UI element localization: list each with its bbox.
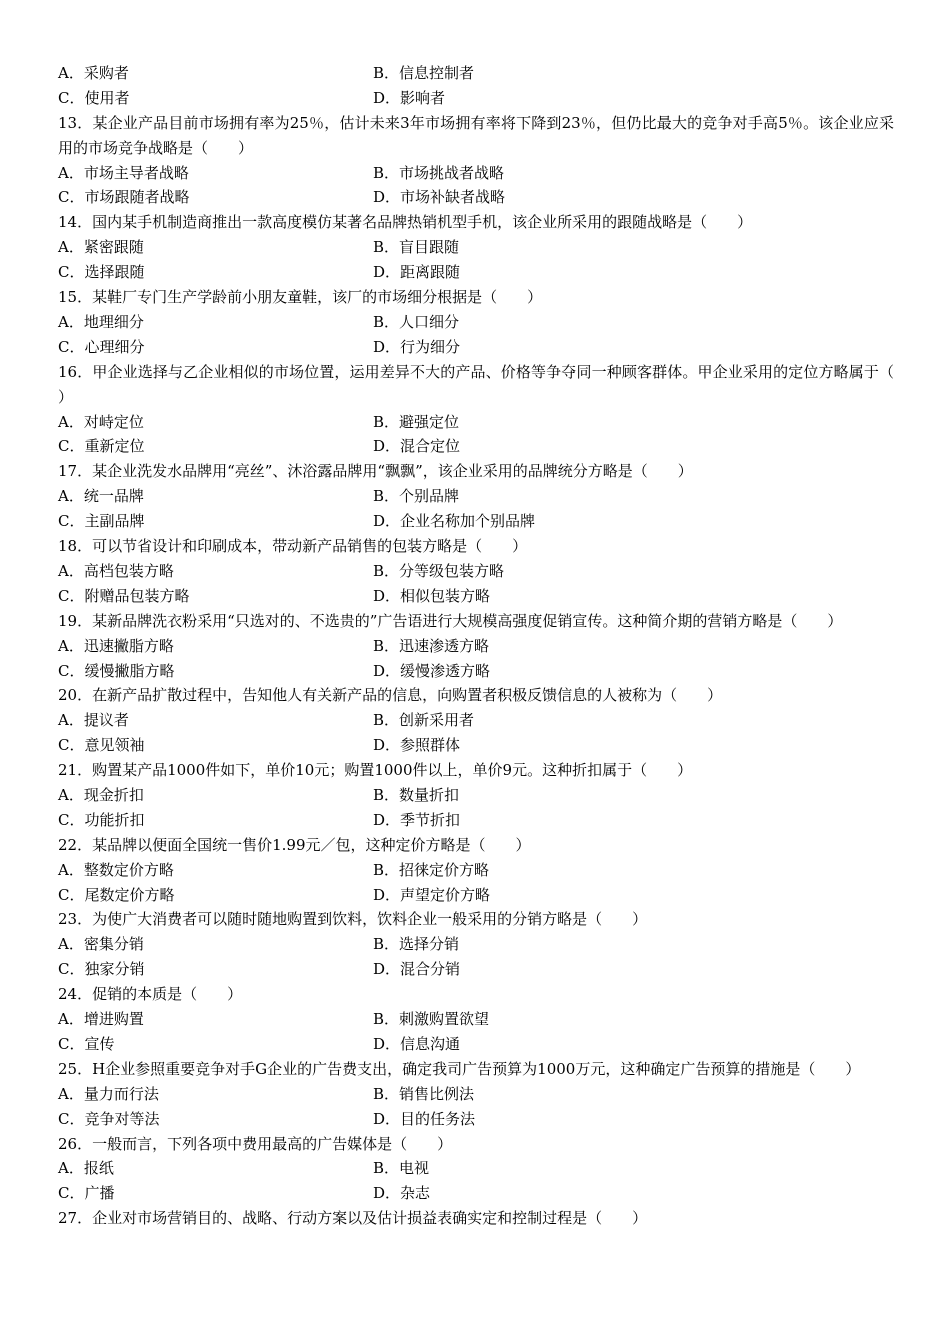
option-row bbox=[58, 185, 894, 210]
option-row bbox=[58, 957, 894, 982]
option-row bbox=[58, 1082, 894, 1107]
option-d: D．企业名称加个别品牌 bbox=[373, 512, 536, 531]
option-a: A．紧密跟随 bbox=[58, 238, 144, 257]
option-b: B．选择分销 bbox=[373, 935, 460, 954]
option-b: B．创新采用者 bbox=[373, 711, 475, 730]
option-b: B．盲目跟随 bbox=[373, 238, 460, 257]
option-d: D．影响者 bbox=[373, 88, 446, 107]
question-stem: 16．甲企业选择与乙企业相似的市场位置，运用差异不大的产品、价格等争夺同一种顾客群体。甲企业采用的定位方略属于（ ） bbox=[58, 362, 925, 406]
option-c: C．宣传 bbox=[58, 1034, 115, 1053]
option-a: A．迅速撇脂方略 bbox=[58, 636, 174, 655]
option-a: A．量力而行法 bbox=[58, 1084, 159, 1103]
option-c: C．广播 bbox=[58, 1184, 115, 1203]
option-c: C．缓慢撇脂方略 bbox=[58, 661, 175, 680]
option-c: C．竞争对等法 bbox=[58, 1109, 160, 1128]
option-row bbox=[58, 1032, 894, 1057]
option-a: A．对峙定位 bbox=[58, 412, 144, 431]
option-a: A．报纸 bbox=[58, 1159, 114, 1178]
option-c: C．尾数定价方略 bbox=[58, 885, 175, 904]
option-row bbox=[58, 509, 894, 534]
option-d: D．目的任务法 bbox=[373, 1109, 476, 1128]
option-d: D．信息沟通 bbox=[373, 1034, 461, 1053]
option-b: B．个别品牌 bbox=[373, 487, 460, 506]
question-stem: 18．可以节省设计和印刷成本，带动新产品销售的包装方略是（ ） bbox=[58, 537, 528, 556]
question-stem: 14．国内某手机制造商推出一款高度模仿某著名品牌热销机型手机，该企业所采用的跟随战略是（ ） bbox=[58, 213, 753, 232]
option-b: B．迅速渗透方略 bbox=[373, 636, 490, 655]
option-a: A．地理细分 bbox=[58, 312, 144, 331]
option-a: A．高档包装方略 bbox=[58, 561, 174, 580]
option-b: B．避强定位 bbox=[373, 412, 460, 431]
option-row bbox=[58, 584, 894, 609]
option-a: A．市场主导者战略 bbox=[58, 163, 189, 182]
option-row bbox=[58, 932, 894, 957]
option-d: D．参照群体 bbox=[373, 736, 461, 755]
question-stem: 20．在新产品扩散过程中，告知他人有关新产品的信息，向购置者积极反馈信息的人被称为（ ） bbox=[58, 686, 723, 705]
option-c: C．心理细分 bbox=[58, 337, 145, 356]
option-row bbox=[58, 61, 894, 86]
option-b: B．信息控制者 bbox=[373, 64, 475, 82]
question-stem: 21．购置某产品1000件如下，单价10元；购置1000件以上，单价9元。这种折扣属于（ ） bbox=[58, 761, 693, 780]
question-stem: 24．促销的本质是（ ） bbox=[58, 985, 243, 1004]
option-row bbox=[58, 559, 894, 584]
option-row bbox=[58, 659, 894, 684]
option-d: D．混合分销 bbox=[373, 960, 461, 979]
option-row bbox=[58, 1181, 894, 1206]
option-row bbox=[58, 858, 894, 883]
question-stem: 26．一般而言，下列各项中费用最高的广告媒体是（ ） bbox=[58, 1134, 453, 1153]
option-row bbox=[58, 1156, 894, 1181]
option-row bbox=[58, 634, 894, 659]
option-row bbox=[58, 808, 894, 833]
option-row bbox=[58, 484, 894, 509]
option-b: B．招徕定价方略 bbox=[373, 860, 490, 879]
option-row bbox=[58, 310, 894, 335]
option-a: A．现金折扣 bbox=[58, 786, 144, 804]
option-a: A．整数定价方略 bbox=[58, 860, 174, 879]
option-a: A．密集分销 bbox=[58, 935, 144, 954]
option-a: A．采购者 bbox=[58, 64, 129, 82]
option-d: D．季节折扣 bbox=[373, 810, 461, 829]
option-d: D．距离跟随 bbox=[373, 263, 461, 282]
question-stem: 17．某企业洗发水品牌用“亮丝”、沐浴露品牌用“飘飘”，该企业采用的品牌统分方略是（ ） bbox=[58, 462, 693, 481]
question-stem: 19．某新品牌洗衣粉采用“只选对的、不选贵的”广告语进行大规模高强度促销宣传。这种简介期的营销方略是（ ） bbox=[58, 611, 843, 630]
option-b: B．刺激购置欲望 bbox=[373, 1010, 490, 1029]
option-c: C．主副品牌 bbox=[58, 512, 145, 531]
option-b: B．市场挑战者战略 bbox=[373, 163, 505, 182]
option-d: D．混合定位 bbox=[373, 437, 461, 456]
option-row bbox=[58, 260, 894, 285]
option-b: B．电视 bbox=[373, 1159, 430, 1178]
option-b: B．分等级包装方略 bbox=[373, 561, 505, 580]
option-c: C．使用者 bbox=[58, 88, 130, 107]
option-a: A．提议者 bbox=[58, 711, 129, 730]
option-c: C．附赠品包装方略 bbox=[58, 586, 190, 605]
option-row bbox=[58, 235, 894, 260]
option-row bbox=[58, 733, 894, 758]
question-stem: 23．为使广大消费者可以随时随地购置到饮料，饮料企业一般采用的分销方略是（ ） bbox=[58, 910, 648, 929]
question-stem: 27．企业对市场营销目的、战略、行动方案以及估计损益表确实定和控制过程是（ ） bbox=[58, 1209, 648, 1228]
option-c: C．选择跟随 bbox=[58, 263, 145, 282]
option-d: D．行为细分 bbox=[373, 337, 461, 356]
exam-page bbox=[58, 61, 925, 1231]
option-c: C．市场跟随者战略 bbox=[58, 188, 190, 207]
option-c: C．功能折扣 bbox=[58, 810, 145, 829]
option-row bbox=[58, 335, 894, 360]
option-a: A．增进购置 bbox=[58, 1010, 144, 1029]
option-b: B．数量折扣 bbox=[373, 786, 460, 804]
question-stem: 25．H企业参照重要竞争对手G企业的广告费支出，确定我司广告预算为1000万元，这种确定广告预算的措施是（ ） bbox=[58, 1059, 861, 1078]
option-row bbox=[58, 434, 894, 459]
option-d: D．缓慢渗透方略 bbox=[373, 661, 491, 680]
option-row bbox=[58, 1007, 894, 1032]
option-a: A．统一品牌 bbox=[58, 487, 144, 506]
question-stem: 13．某企业产品目前市场拥有率为25％，估计未来3年市场拥有率将下降到23％，但仍比最大的竞争对手高5％。该企业应采用的市场竞争战略是（ ） bbox=[58, 113, 894, 157]
option-d: D．市场补缺者战略 bbox=[373, 188, 506, 207]
option-c: C．意见领袖 bbox=[58, 736, 145, 755]
question-stem: 22．某品牌以便面全国统一售价1.99元／包，这种定价方略是（ ） bbox=[58, 835, 531, 854]
option-row bbox=[58, 86, 894, 111]
option-row bbox=[58, 1107, 894, 1132]
option-d: D．相似包装方略 bbox=[373, 586, 491, 605]
option-d: D．声望定价方略 bbox=[373, 885, 491, 904]
question-stem: 15．某鞋厂专门生产学龄前小朋友童鞋，该厂的市场细分根据是（ ） bbox=[58, 288, 543, 307]
option-row bbox=[58, 708, 894, 733]
option-row bbox=[58, 783, 894, 808]
option-b: B．人口细分 bbox=[373, 312, 460, 331]
option-d: D．杂志 bbox=[373, 1184, 431, 1203]
option-c: C．独家分销 bbox=[58, 960, 145, 979]
option-c: C．重新定位 bbox=[58, 437, 145, 456]
option-row bbox=[58, 410, 894, 435]
option-row bbox=[58, 161, 894, 186]
option-row bbox=[58, 883, 894, 908]
option-b: B．销售比例法 bbox=[373, 1084, 475, 1103]
